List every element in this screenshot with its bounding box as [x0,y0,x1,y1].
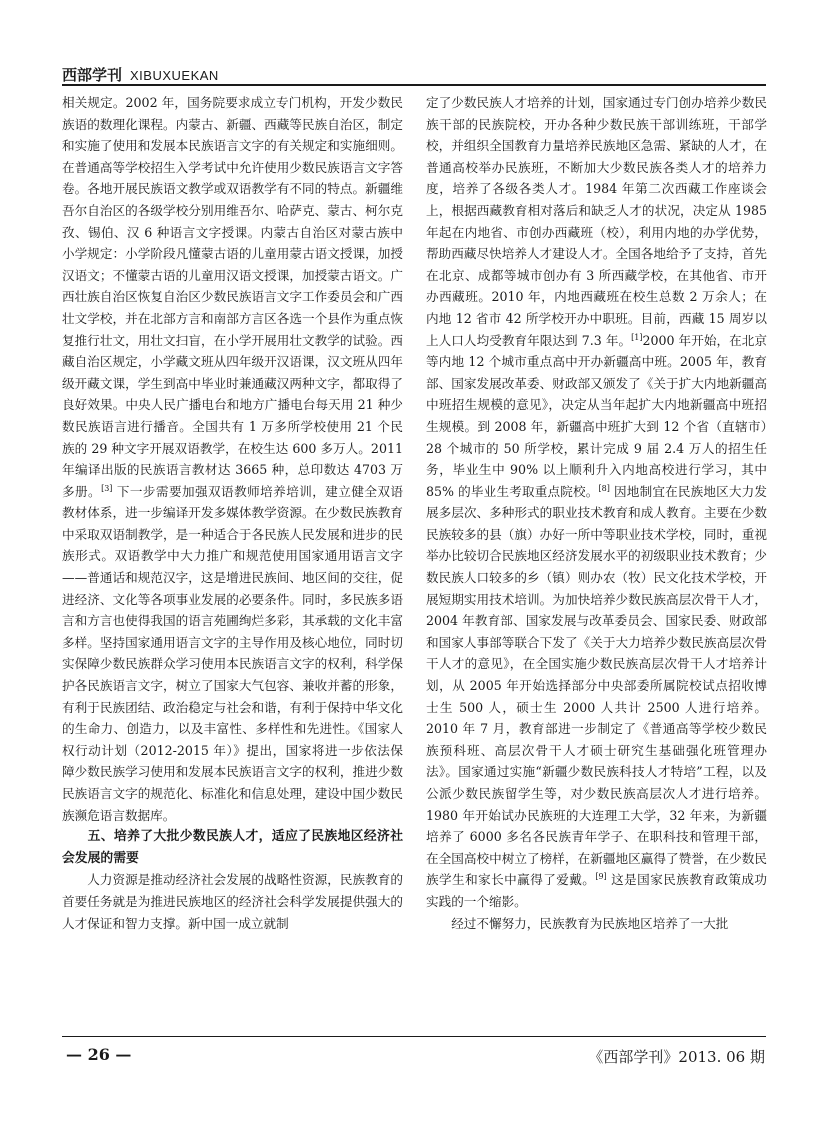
footer-rule [62,1036,766,1037]
citation-ref: [1] [631,332,643,342]
section-heading: 五、培养了大批少数民族人才，适应了民族地区经济社会发展的需要 [62,829,403,866]
citation-ref: [8] [598,483,610,493]
running-header [62,64,766,84]
citation-ref: [3] [101,483,113,493]
paragraph-text: 定了少数民族人才培养的计划，国家通过专门创办培养少数民族干部的民族院校，开办各种少数民族干部训练班，干部学校，并组织全国教育力量培养民族地区急需、紧缺的人才，在普通高校举办民族班，不断加大少数民族各类人才的培养力度，培养了各级各类人才。1984 年第二次西藏工作座谈会上，根据西藏教育相对落后和缺乏人才的状况，决定从 1985 年起在内地省、市创办西藏班（校），利用内地的办学优势，帮助西藏尽快培养人才建设人才。全国各地给予了支持，首先在北京、成都等城市创办有 3 所西藏学校，在其他省、市开办西藏班。2010 年，内地西藏班在校生总数 2 万余人；在内地 12 省市 42 所学校开办中职班。目前，西藏 15 周岁以上人口人均受教育年限达到 7.3 年。 [426,95,767,348]
citation-ref: [9] [595,872,607,882]
body-paragraph: 经过不懈努力，民族教育为民族地区培养了一大批 [451,915,729,931]
paragraph-text: 这是国家民族教育政策成功实践的一个缩影。 [426,872,767,909]
page-number: — 26 — [66,1045,132,1064]
left-column [62,92,403,1032]
body-paragraph [426,92,767,913]
body-paragraph [62,92,403,826]
journal-name: 西部学刊 [62,66,123,84]
header-rule [62,84,766,86]
body-paragraph: 人力资源是推动经济社会发展的战略性资源，民族教育的首要任务就是为推进民族地区的经济社会科学发展提供强大的人才保证和智力支撑。新中国一成立就制 [62,872,403,931]
journal-issue: 《西部学刊》2013. 06 期 [588,1048,765,1066]
paragraph-text: 下一步需要加强双语教师培养培训，建立健全双语教材体系，进一步编译开发多媒体教学资源。在少数民族教育中采取双语制教学，是一种适合于各民族人民发展和进步的民族形式。双语教学中大力推广和规范使用国家通用语言文字——普通话和规范汉字，这是增进民族间、地区间的交往，促进经济、文化等各项事业发展的必要条件。同时，多民族多语言和方言也使得我国的语言苑圃绚烂多彩，其承载的文化丰富多样。坚持国家通用语言文字的主导作用及核心地位，同时切实保障少数民族群众学习使用本民族语言文字的权利，科学保护各民族语言文字，树立了国家大气包容、兼收并蓄的形象，有利于民族团结、政治稳定与社会和谐，有利于保持中华文化的生命力、创造力，以及丰富性、多样性和先进性。《国家人权行动计划（2012-2015 年）》提出，国家将进一步依法保障少数民族学习使用和发展本民族语言文字的权利，推进少数民族语言文字的规范化、标准化和信息处理，建设中国少数民族濒危语言数据库。 [62,483,403,823]
journal-pinyin: XIBUXUEKAN [130,68,219,83]
right-column [426,92,767,1032]
paragraph-text: 2000 年开始，在北京等内地 12 个城市重点高中开办新疆高中班。2005 年，教育部、国家发展改革委、财政部又颁发了《关于扩大内地新疆高中班招生规模的意见》，决定从当年起扩大内地新疆高中班招生规模。到 2008 年，新疆高中班扩大到 12 个省（直辖市）28 个城市的 50 所学校，累计完成 9 届 2.4 万人的招生任务，毕业生中 90% 以上顺利升入内地高校进行学习，其中 85% 的毕业生考取重点院校。 [426,332,767,499]
paragraph-text: 相关规定。2002 年，国务院要求成立专门机构，开发少数民族语的数理化课程。内蒙古、新疆、西藏等民族自治区，制定和实施了使用和发展本民族语言文字的有关规定和实施细则。在普通高等学校招生入学考试中允许使用少数民族语言文字答卷。各地开展民族语文教学或双语教学有不同的特点。新疆维吾尔自治区的各级学校分别用维吾尔、哈萨克、蒙古、柯尔克孜、锡伯、汉 6 种语言文字授课。内蒙古自治区对蒙古族中小学规定：小学阶段凡懂蒙古语的儿童用蒙古语文授课，加授汉语文；不懂蒙古语的儿童用汉语文授课，加授蒙古语文。广西壮族自治区恢复自治区少数民族语言文字工作委员会和广西壮文学校，并在北部方言和南部方言区各选一个县作为重点恢复推行壮文，用壮文扫盲，在小学开展用壮文教学的试验。西藏自治区规定，小学藏文班从四年级开汉语课，汉文班从四年级开藏文课，学生到高中毕业时兼通藏汉两种文字，都取得了良好效果。中央人民广播电台和地方广播电台每天用 21 种少数民族语言进行播音。全国共有 1 万多所学校使用 21 个民族的 29 种文字开展双语教学，在校生达 600 多万人。2011 年编译出版的民族语言教材达 3665 种，总印数达 4703 万多册。 [62,95,403,499]
paragraph-text: 因地制宜在民族地区大力发展多层次、多种形式的职业技术教育和成人教育。主要在少数民族较多的县（旗）办好一所中等职业技术学校，同时，重视举办比较切合民族地区经济发展水平的初级职业技术教育；少数民族人口较多的乡（镇）则办农（牧）民文化技术学校，开展短期实用技术培训。为加快培养少数民族高层次骨干人才，2004 年教育部、国家发展与改革委员会、国家民委、财政部和国家人事部等联合下发了《关于大力培养少数民族高层次骨干人才的意见》，在全国实施少数民族高层次骨干人才培养计划，从 2005 年开始选择部分中央部委所属院校试点招收博士生 500 人，硕士生 2000 人共计 2500 人进行培养。2010 年 7 月，教育部进一步制定了《普通高等学校少数民族预科班、高层次骨干人才硕士研究生基础强化班管理办法》。国家通过实施“新疆少数民族科技人才特培”工程，以及公派少数民族留学生等，对少数民族高层次人才进行培养。1980 年开始试办民族班的大连理工大学，32 年来，为新疆培养了 6000 多名各民族青年学子、在职科技和管理干部，在全国高校中树立了榜样，在新疆地区赢得了赞誉，在少数民族学生和家长中赢得了爱戴。 [426,483,767,888]
